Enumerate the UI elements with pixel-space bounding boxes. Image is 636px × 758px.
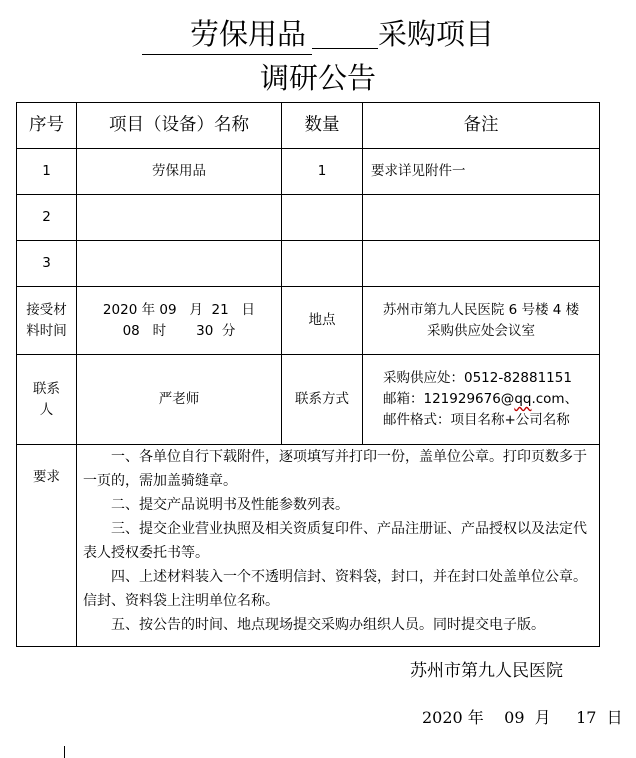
header-item-name: 项目（设备）名称 bbox=[77, 103, 282, 149]
row-number: 1 bbox=[17, 149, 77, 195]
row-item-name bbox=[77, 241, 282, 287]
requirement-item: 一、各单位自行下载附件，逐项填写并打印一份，盖单位公章。打印页数多于一页的，需加盖骑缝章。 bbox=[83, 449, 587, 489]
contact-person: 严老师 bbox=[77, 355, 282, 445]
contact-method-label: 联系方式 bbox=[282, 355, 363, 445]
place-line-1: 苏州市第九人民医院 6 号楼 4 楼 bbox=[382, 301, 580, 318]
requirements-row bbox=[17, 445, 600, 647]
footer-hospital: 苏州市第九人民医院 bbox=[410, 661, 563, 681]
receive-row bbox=[17, 287, 600, 355]
table-row bbox=[17, 195, 600, 241]
requirement-item: 三、提交企业营业执照及相关资质复印件、产品注册证、产品授权以及法定代表人授权委托书等。 bbox=[83, 521, 587, 561]
email-domain: qq bbox=[514, 391, 532, 407]
requirements-content bbox=[77, 445, 600, 647]
requirement-item: 四、上述材料装入一个不透明信封、资料袋，封口，并在封口处盖单位公章。信封、资料袋上注明单位名称。 bbox=[83, 569, 587, 609]
footer-date: 2020 年 09 月 17 日 bbox=[422, 708, 623, 727]
requirements-label: 要求 bbox=[17, 445, 77, 647]
contact-email bbox=[383, 389, 599, 410]
contact-label: 联系人 bbox=[17, 355, 77, 445]
place-label: 地点 bbox=[282, 287, 363, 355]
row-item-name bbox=[77, 195, 282, 241]
place-value bbox=[363, 287, 600, 355]
title-underline-gap bbox=[312, 14, 378, 49]
requirement-item: 五、按公告的时间、地点现场提交采购办组织人员。同时提交电子版。 bbox=[111, 617, 545, 633]
title-line-2: 调研公告 bbox=[259, 61, 376, 95]
title-underline-field: 劳保用品 bbox=[142, 14, 312, 55]
header-quantity: 数量 bbox=[282, 103, 363, 149]
header-remarks: 备注 bbox=[363, 103, 600, 149]
receive-time: 08 时 30 分 bbox=[122, 322, 236, 339]
contact-method-value bbox=[363, 355, 600, 445]
row-number: 3 bbox=[17, 241, 77, 287]
contact-row bbox=[17, 355, 600, 445]
receive-time-value bbox=[77, 287, 282, 355]
table-row bbox=[17, 241, 600, 287]
row-remarks bbox=[363, 241, 600, 287]
contact-email-format: 邮件格式：项目名称+公司名称 bbox=[383, 412, 570, 428]
table-row bbox=[17, 149, 600, 195]
contact-phone: 采购供应处：0512-82881151 bbox=[383, 370, 572, 386]
notice-table bbox=[16, 102, 600, 647]
email-suffix: .com、 bbox=[531, 391, 579, 407]
requirement-item: 二、提交产品说明书及性能参数列表。 bbox=[111, 497, 349, 513]
receive-time-label: 接受材料时间 bbox=[17, 287, 77, 355]
title-line-1 bbox=[0, 14, 636, 55]
title-suffix: 采购项目 bbox=[378, 17, 495, 51]
row-quantity bbox=[282, 195, 363, 241]
row-quantity: 1 bbox=[282, 149, 363, 195]
table-header-row bbox=[17, 103, 600, 149]
text-cursor bbox=[64, 746, 65, 758]
email-prefix: 邮箱：121929676@ bbox=[383, 391, 515, 407]
row-quantity bbox=[282, 241, 363, 287]
header-number: 序号 bbox=[17, 103, 77, 149]
row-item-name: 劳保用品 bbox=[77, 149, 282, 195]
place-line-2: 采购供应处会议室 bbox=[427, 322, 535, 339]
row-number: 2 bbox=[17, 195, 77, 241]
receive-date: 2020 年 09 月 21 日 bbox=[102, 301, 256, 318]
row-remarks bbox=[363, 195, 600, 241]
row-remarks: 要求详见附件一 bbox=[363, 149, 600, 195]
